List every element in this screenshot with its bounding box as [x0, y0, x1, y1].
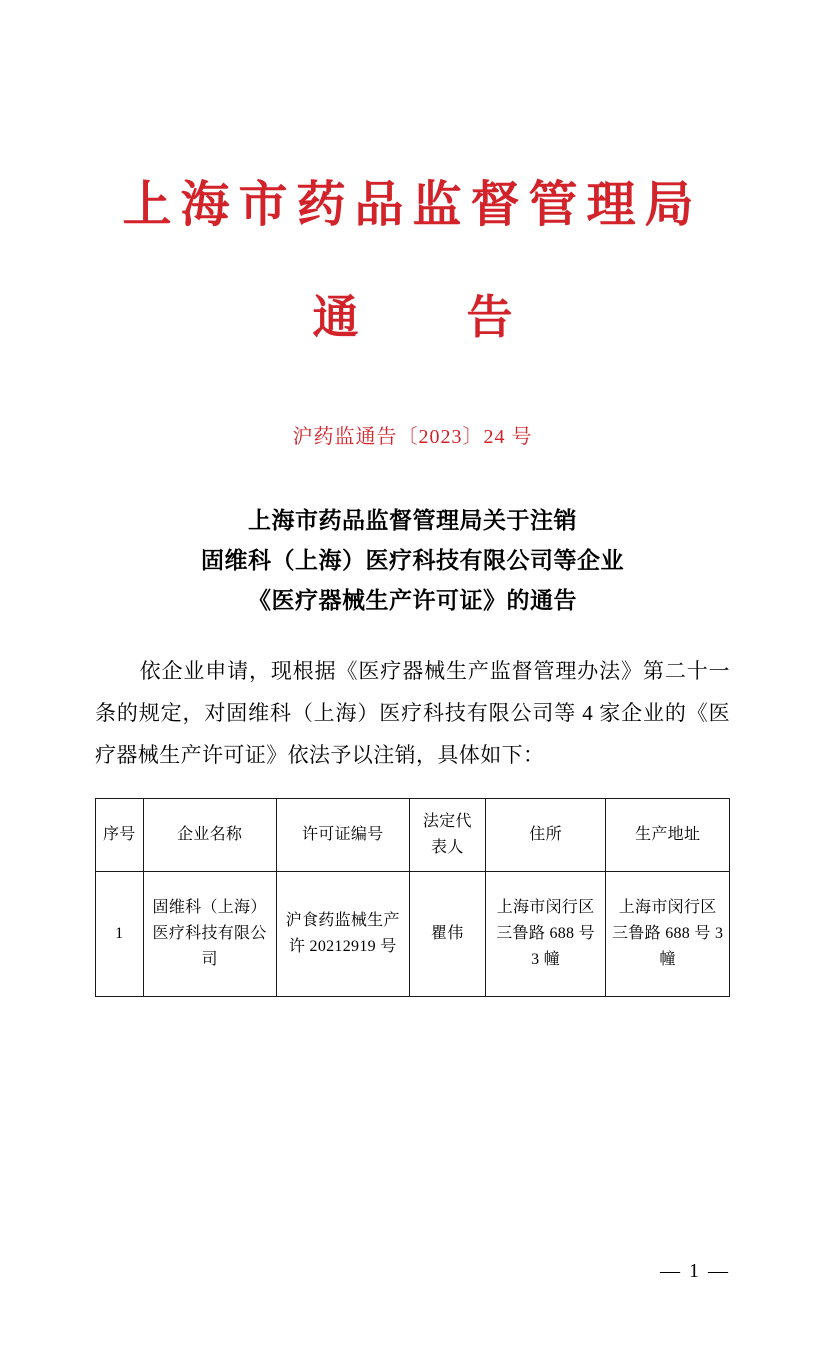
column-header-seq: 序号	[96, 799, 144, 872]
column-header-address: 住所	[485, 799, 605, 872]
cell-seq: 1	[96, 872, 144, 997]
masthead-title: 上海市药品监督管理局	[122, 175, 703, 233]
license-cancellation-table	[95, 798, 730, 997]
cell-legal-representative: 瞿伟	[409, 872, 485, 997]
page-number: — 1 —	[660, 1260, 730, 1282]
column-header-license-number: 许可证编号	[276, 799, 409, 872]
table-row	[96, 872, 730, 997]
document-title	[95, 501, 730, 620]
table-header-row	[96, 799, 730, 872]
column-header-legal-representative: 法定代表人	[409, 799, 485, 872]
cell-address: 上海市闵行区三鲁路 688 号 3 幢	[485, 872, 605, 997]
title-line-3: 《医疗器械生产许可证》的通告	[248, 586, 577, 614]
column-header-production-address: 生产地址	[606, 799, 730, 872]
document-type-heading: 通 告	[312, 289, 559, 344]
table-body	[96, 872, 730, 997]
title-line-1: 上海市药品监督管理局关于注销	[248, 507, 577, 535]
document-number: 沪药监通告〔2023〕24 号	[292, 426, 533, 449]
cell-license-number: 沪食药监械生产许 20212919 号	[276, 872, 409, 997]
document-page	[0, 175, 825, 1345]
title-line-2: 固维科（上海）医疗科技有限公司等企业	[201, 547, 624, 575]
body-paragraph	[95, 650, 730, 776]
cell-company-name: 固维科（上海）医疗科技有限公司	[143, 872, 276, 997]
cell-production-address: 上海市闵行区三鲁路 688 号 3 幢	[606, 872, 730, 997]
column-header-company-name: 企业名称	[143, 799, 276, 872]
table-header	[96, 799, 730, 872]
body-paragraph-text: 依企业申请，现根据《医疗器械生产监督管理办法》第二十一条的规定，对固维科（上海）医疗科技有限公司等 4 家企业的《医疗器械生产许可证》依法予以注销，具体如下：	[95, 659, 730, 768]
